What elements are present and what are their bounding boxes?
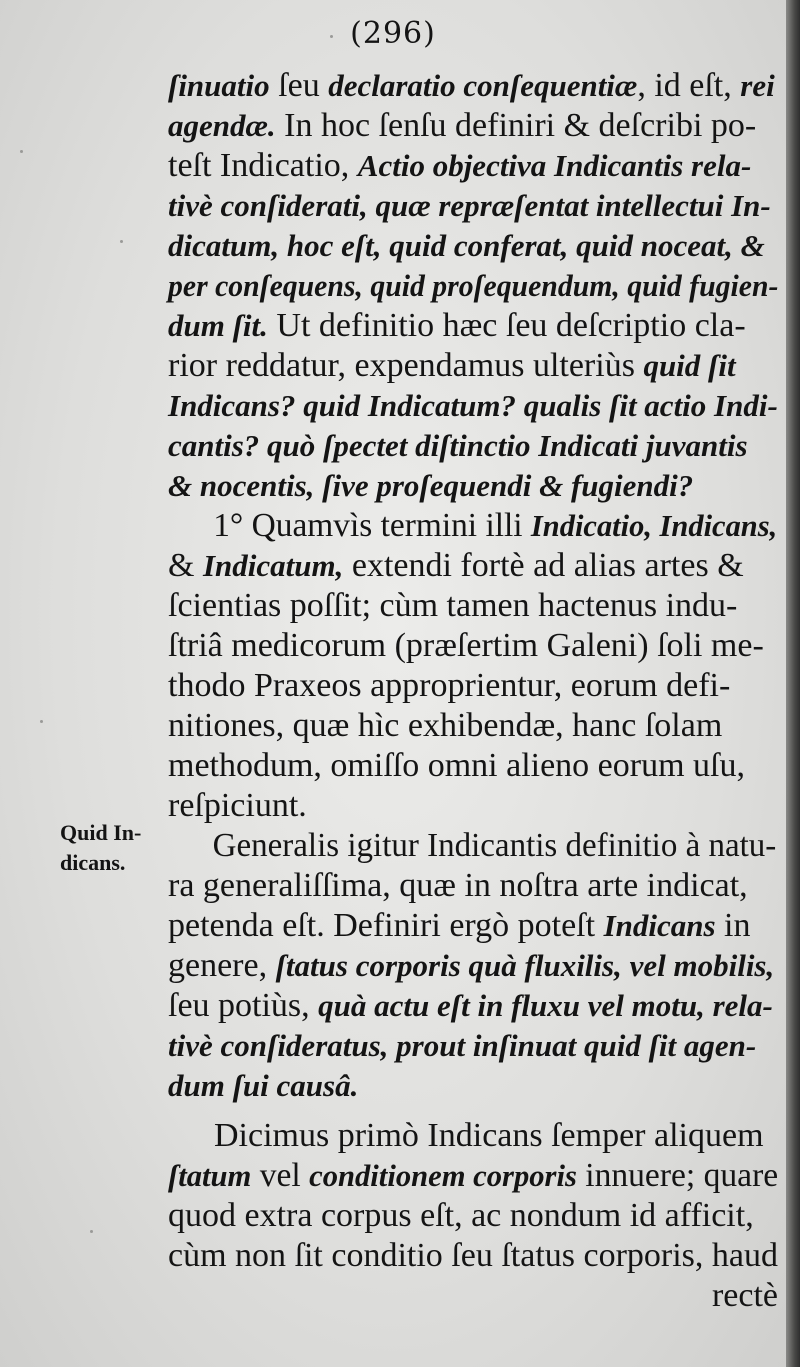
paper-speck [330,35,333,38]
margin-note-line: dicans. [60,850,126,875]
italic-segment: ſinuatio [168,68,270,103]
text-segment: 1° Quamvìs termini illi [213,507,531,544]
text-line [168,66,778,106]
italic-segment: cantis? quò ſpectet diſtinctio Indicati juvantis [168,428,748,463]
italic-segment: ſtatum [168,1158,252,1193]
text-segment: ſeu [269,67,329,104]
margin-note-line: Quid In- [60,820,142,845]
text-line [168,706,778,746]
text-line [168,266,779,306]
italic-segment: Indicatum, [202,548,344,583]
italic-segment: & nocentis, ſive proſequendi & fugiendi? [168,468,694,503]
text-segment: petenda eſt. Definiri ergò poteſt [168,907,604,944]
paper-speck [120,240,123,243]
text-line [168,786,778,826]
text-segment: in [715,907,751,944]
italic-segment: dum ſit. [168,308,268,343]
text-line [168,546,778,586]
italic-segment: declaratio conſequentiæ [328,68,638,103]
text-segment: ſcientias poſſit; cùm tamen hactenus indu- [168,587,738,624]
paper-speck [20,150,23,153]
text-segment: thodo Praxeos approprientur, eorum defi- [168,667,731,704]
text-segment: teſt Indicatio, [168,147,358,184]
text-line [168,946,778,986]
text-segment: innuere; quare [576,1157,779,1194]
text-line [168,1276,778,1316]
text-line [168,826,777,866]
text-segment: Generalis igitur Indicantis definitio à natu- [212,827,777,864]
text-line [168,1066,778,1106]
italic-segment: tivè conſideratus, prout inſinuat quid ſit agen- [168,1028,757,1063]
text-line [168,106,778,146]
text-line [168,626,778,666]
text-segment: ſeu potiùs, [168,987,319,1024]
text-segment: extendi fortè ad alias artes & [343,547,744,584]
italic-segment: dicatum, hoc eſt, quid conferat, quid noceat, & [168,228,765,263]
italic-segment: quid ſit [643,348,736,383]
italic-segment: agendæ. [168,108,276,143]
text-line [168,746,778,786]
text-segment: nitiones, quæ hìc exhibendæ, hanc ſolam [168,707,723,744]
text-segment: Ut definitio hæc ſeu deſcriptio cla- [267,307,746,344]
text-segment: reſpiciunt. [168,787,307,824]
text-line [168,986,778,1026]
text-line [168,586,778,626]
text-line [168,186,778,226]
text-line [168,346,778,386]
text-segment: In hoc ſenſu definiri & deſcribi po- [275,107,757,144]
text-segment: quod extra corpus eſt, ac nondum id afficit, [168,1197,754,1234]
text-line [168,1116,778,1156]
italic-segment: per conſequens, quid proſequendum, quid fugien- [168,268,779,303]
text-segment: , id eſt, [637,67,741,104]
text-segment: & [168,547,203,584]
text-segment: methodum, omiſſo omni alieno eorum uſu, [168,747,745,784]
margin-note [60,818,170,878]
text-line [168,226,778,266]
text-segment: rior reddatur, expendamus ulteriùs [168,347,644,384]
text-line [168,1026,778,1066]
text-segment: ſtriâ medicorum (præſertim Galeni) ſoli me- [168,627,764,664]
text-line [168,146,778,186]
italic-segment: dum ſui causâ. [168,1068,359,1103]
text-line [168,906,778,946]
paper-speck [90,1230,93,1233]
italic-segment: conditionem corporis [309,1158,577,1193]
italic-segment: Actio objectiva Indicantis rela- [357,148,752,183]
body-text [168,66,778,1316]
paper-speck [40,720,43,723]
text-line [168,1196,778,1236]
text-line [168,506,778,546]
italic-segment: Indicans? quid Indicatum? qualis ſit actio Indi- [168,388,778,423]
text-line [168,866,778,906]
italic-segment: rei [740,68,775,103]
italic-segment: Indicans [603,908,716,943]
text-line [168,1156,779,1196]
text-line [168,466,778,506]
text-line [168,386,778,426]
text-line [168,426,778,466]
page-number: (296) [350,16,436,51]
italic-segment: Indicatio, Indicans, [530,508,778,543]
text-line [168,666,778,706]
text-segment: cùm non ſit conditio ſeu ſtatus corporis, haud [168,1237,779,1274]
text-segment: genere, [168,947,276,984]
italic-segment: quà actu eſt in fluxu vel motu, rela- [318,988,773,1023]
italic-segment: tivè conſiderati, quæ repræſentat intellectui In- [168,188,771,223]
italic-segment: ſtatus corporis quà fluxilis, vel mobilis, [275,948,775,983]
page-edge-shadow [786,0,800,1367]
text-line [168,306,778,346]
text-segment: Dicimus primò Indicans ſemper aliquem [214,1117,764,1154]
text-segment: vel [251,1157,310,1194]
text-segment: rectè [711,1277,778,1314]
text-line [168,1236,778,1276]
text-segment: ra generaliſſima, quæ in noſtra arte indicat, [168,867,748,904]
